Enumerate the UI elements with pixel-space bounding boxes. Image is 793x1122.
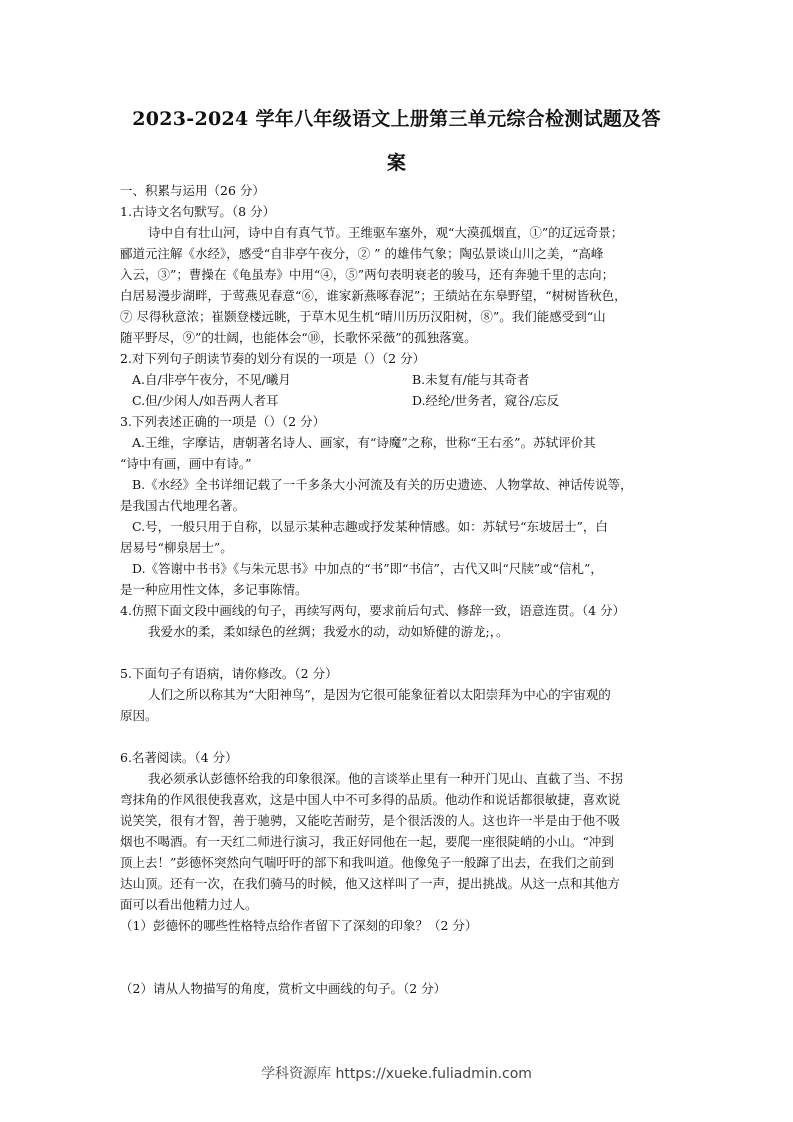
question-1-line: 白居易漫步湖畔，于莺燕见春意“⑥，谁家新燕啄春泥”；王绩站在东皋野望，“树树皆秋色，: [120, 288, 627, 303]
question-3-option-c: C.号，一般只用于自称，以显示某种志趣或抒发某种情感。如：苏轼号“东坡居士”，白: [132, 519, 608, 534]
question-1-line: 随平野尽，⑨”的壮阔，也能体会“⑩，长歌怀采薇”的孤独落寞。: [120, 330, 477, 345]
question-3-option-a: A.王维，字摩诘，唐朝著名诗人、画家，有“诗魔”之称，世称“王右丞”。苏轼评价其: [132, 435, 596, 450]
option-a: A.自/非亭午夜分，不见/曦月: [132, 372, 291, 387]
question-6-passage-line: 达山顶。还有一次，在我们骑马的时候，他又这样叫了一声，提出挑战。从这一点和其他方: [120, 876, 621, 891]
question-1-heading: 1.古诗文名句默写。（8 分）: [120, 204, 276, 219]
question-6-passage-line: 我必须承认彭德怀给我的印象很深。他的言谈举止里有一种开门见山、直截了当、不拐: [148, 771, 624, 786]
question-6-heading: 6.名著阅读。（4 分）: [120, 750, 238, 765]
option-b: B.未复有/能与其奇者: [412, 372, 530, 387]
question-5-heading: 5.下面句子有语病，请你修改。（2 分）: [120, 666, 338, 681]
answer-space: [120, 726, 680, 747]
question-2-options-row: [120, 369, 680, 390]
question-4-heading: 4.仿照下面文段中画线的句子，再续写两句，要求前后句式、修辞一致，语意连贯。（4 分）: [120, 603, 626, 618]
question-3-option-b: B.《水经》全书详细记载了一千多条大小河流及有关的历史遗迹、人物掌故、神话传说等，: [132, 477, 633, 492]
question-6-passage-line: 烟也不喝酒。有一天红二师进行演习，我正好同他在一起，要爬一座很陡峭的小山。“冲到: [120, 834, 614, 849]
question-3-option-d: D.《答谢中书书》《与朱元思书》中加点的“书”即“书信”，古代又叫“尺牍”或“信札”，: [132, 561, 603, 576]
question-6-passage-line: 说笑笑，很有才智，善于驰骋，又能吃苦耐劳，是个很活泼的人。这也许一半是由于他不吸: [120, 813, 621, 828]
document-title-line1: 2023-2024 学年八年级语文上册第三单元综合检测试题及答: [132, 108, 661, 130]
option-c: C.但/少闲人/如吾两人者耳: [132, 393, 279, 408]
question-1-line: 入云，③”；曹操在《龟虽寿》中用“④，⑤”两句表明衰老的骏马，还有奔驰千里的志向；: [120, 267, 615, 282]
section-heading: 一、积累与运用（26 分）: [120, 183, 265, 198]
question-1-line: 诗中自有壮山河，诗中自有真气节。王维驱车塞外，观“大漠孤烟直，①”的辽远奇景；: [148, 225, 624, 240]
question-6-passage-line: 弯抹角的作风很使我喜欢，这是中国人中不可多得的品质。他动作和说话都很敏捷，喜欢说: [120, 792, 621, 807]
question-3-option-c-cont: 居易号“柳泉居士”。: [120, 540, 233, 555]
question-1-line: ⑦ 尽得秋意浓；崔颢登楼远眺，于草木见生机“晴川历历汉阳树，⑧”。我们能感受到“山: [120, 309, 606, 324]
answer-space: [120, 642, 680, 663]
question-6-passage-line: 顶上去！”彭德怀突然向气喘吁吁的部下和我叫道。他像兔子一般蹿了出去，在我们之前到: [120, 855, 614, 870]
option-d: D.经纶/世务者，窥谷/忘反: [412, 393, 559, 408]
question-5-line: 人们之所以称其为“大阳神鸟”，是因为它很可能象征着以太阳崇拜为中心的宇宙观的: [148, 687, 611, 702]
question-2-options-row: [120, 390, 680, 411]
question-6-subquestion-2: （2）请从人物描写的角度，赏析文中画线的句子。（2 分）: [120, 981, 447, 996]
question-2-heading: 2.对下列句子朗读节奏的划分有误的一项是（）（2 分）: [120, 351, 426, 366]
document-title-line2: 案: [386, 152, 407, 174]
question-5-line: 原因。: [120, 708, 158, 723]
question-3-option-d-cont: 是一种应用性文体，多记事陈情。: [120, 582, 308, 597]
question-3-option-a-cont: “诗中有画，画中有诗。”: [120, 456, 252, 471]
question-3-option-b-cont: 是我国古代地理名著。: [120, 498, 246, 513]
question-3-heading: 3.下列表述正确的一项是（）（2 分）: [120, 414, 326, 429]
question-6-passage-line: 面可以看出他精力过人。: [120, 897, 258, 912]
answer-space: [120, 936, 680, 978]
question-4-text: 我爱水的柔，柔如绿色的丝绸；我爱水的动，动如矫健的游龙;，。: [148, 624, 509, 639]
footer-watermark: 学科资源库 https://xueke.fuliadmin.com: [261, 1066, 532, 1082]
document-body: [120, 180, 680, 999]
question-6-subquestion-1: （1）彭德怀的哪些性格特点给作者留下了深刻的印象？（2 分）: [120, 918, 478, 933]
question-1-line: 郦道元注解《水经》，感受“自非亭午夜分，② ” 的雄伟气象；陶弘景谈山川之美，“高峰: [120, 246, 604, 261]
